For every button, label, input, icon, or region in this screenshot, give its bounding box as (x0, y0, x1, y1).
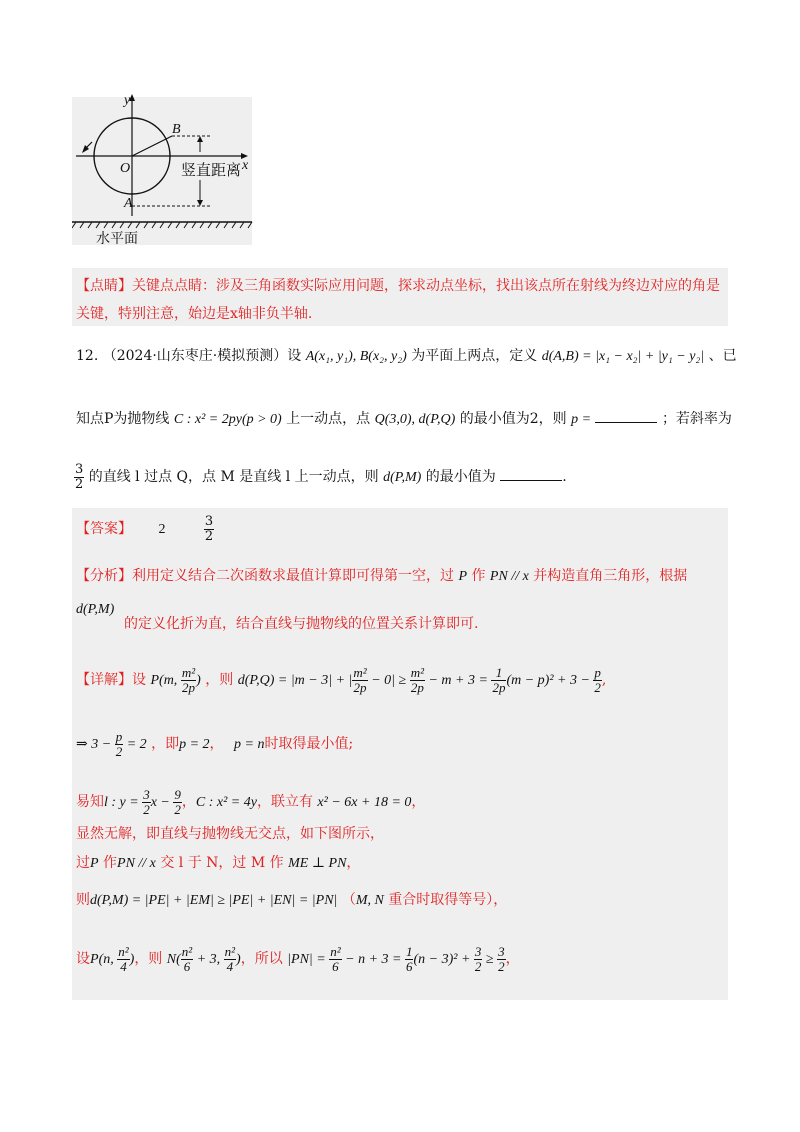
problem-line-2 (76, 408, 732, 430)
detail-line-7: 设P(n, $\frac{\text{n²}}{4}$ )，则 N( $\frac{\text{n²}}{6}$ + 3, $\frac{\text{n²}}{4}$ )，所以 |PN| = $\frac{\text{n²}}{6}$ − n + 3 = $\frac{1}{6}$ (n − 3)² + $\frac{3}{2}$ ≥ $\frac{3}{2}$ ， (76, 944, 520, 975)
label-a: A (124, 196, 133, 211)
note-text-1: 关键点点睛：涉及三角函数实际应用问题，探求动点坐标，找出该点所在射线为终边对应的角是 (132, 278, 720, 294)
problem-line-3 (74, 462, 567, 493)
note-line-1 (76, 276, 720, 296)
distance-definition: d(A,B) = |x₁ − x₂| + |y₁ − y₂| (541, 349, 705, 364)
problem-text-moving: 上一动点，点 (286, 411, 371, 427)
detail-p-coords: P(n, $\frac{\text{n²}}{4}$ ) (90, 944, 135, 975)
points-ab: A(x₁, y₁), B(x₂, y₂) (305, 349, 407, 364)
detail-ji: ，即 (151, 736, 180, 752)
note-line-2: 关键，特别注意，始边是x轴非负半轴. (76, 306, 313, 322)
problem-period: . (562, 469, 567, 485)
answer-1: 2 (158, 522, 166, 537)
detail-line-2: ⇒ 3 − $\frac{p}{2}$ = 2 ，即p = 2， p = n时取得最小值; (76, 729, 354, 760)
label-x: x (242, 158, 249, 173)
analysis-d-pm: d(P,M) (76, 602, 115, 617)
analysis-zuo: 作 (471, 568, 486, 584)
parabola-equation: C : x² = 2py(p > 0) (173, 412, 282, 427)
analysis-text-2: 并构造直角三角形，根据 (533, 568, 688, 584)
detail-pn-length: |PN| = $\frac{\text{n²}}{6}$ − n + 3 = $\frac{1}{6}$ (n − 3)² + $\frac{3}{2}$ ≥ $\frac{3}{2}$ (287, 944, 505, 975)
detail-set: 设 (132, 672, 146, 688)
detail-ze: ，则 (205, 672, 234, 688)
detail-quadratic: x² − 6x + 18 = 0 (317, 795, 412, 810)
answer-line (76, 514, 214, 545)
detail-when: 时取得最小值; (264, 736, 354, 752)
p-equals: p = (571, 412, 592, 427)
problem-text-know: 知点P为抛物线 (76, 411, 170, 427)
label-ground: 水平面 (96, 231, 138, 247)
detail-line-3: 易知l : y = $\frac{3}{2}$ x − $\frac{9}{2}$ ，C : x² = 4y，联立有 x² − 6x + 18 = 0， (76, 787, 426, 818)
problem-text-set: 设 (287, 348, 302, 364)
detail-equation-1: d(P,Q) = |m − 3| + | $\frac{\text{m²}}{2p}$ − 0| ≥ $\frac{\text{m²}}{2p}$ − m + 3 = $\frac{1}{2p}$ (m − p)² + 3 − $\frac{p}{2}$ (237, 665, 601, 696)
point-q: Q(3,0), d(P,Q) (374, 412, 456, 427)
problem-text-two-points: 为平面上两点，定义 (411, 348, 538, 364)
analysis-text-1: 利用定义结合二次函数求最值计算即可得第一空，过 (132, 568, 454, 584)
problem-text-line: 的直线 l 过点 Q，点 M 是直线 l 上一动点，则 (88, 469, 379, 485)
problem-number: 12. (76, 348, 99, 364)
problem-source: （2024·山东枣庄·模拟预测） (102, 348, 288, 364)
answer-tag: 【答案】 (76, 521, 132, 537)
detail-line-5: 过P 作PN // x 交 l 于 N，过 M 作 ME ⊥ PN， (76, 855, 361, 871)
problem-text-slope: ；若斜率为 (661, 411, 732, 427)
detail-n-coords: N( $\frac{\text{n²}}{6}$ + 3, $\frac{\text{n²}}{4}$ ) (166, 944, 241, 975)
label-y: y (124, 93, 131, 108)
detail-p-value: p = 2 (179, 737, 210, 752)
note-tag: 【点睛】 (76, 278, 132, 294)
analysis-pn-parallel: PN // x (489, 569, 529, 584)
detail-p-eq-n: p = n (234, 737, 265, 752)
analysis-p: P (458, 569, 468, 584)
answer-2-fraction: $\frac{3}{2}$ (204, 513, 214, 544)
detail-p-point: P (150, 673, 160, 688)
detail-easy: 易知 (76, 794, 104, 810)
d-pm: d(P,M) (383, 470, 422, 485)
detail-line-l: l : y = $\frac{3}{2}$ x − $\frac{9}{2}$ (104, 787, 181, 818)
detail-lian: ，联立有 (256, 794, 313, 810)
detail-tag: 【详解】 (76, 672, 132, 688)
detail-line-6: 则d(P,M) = |PE| + |EM| ≥ |PE| + |EN| = |PN| （M, N 重合时取得等号）， (76, 892, 508, 908)
problem-text-min: 的最小值为2，则 (459, 411, 567, 427)
answer-blank-2[interactable] (500, 466, 562, 481)
analysis-line-1 (76, 566, 687, 587)
problem-line-1 (76, 346, 737, 367)
problem-text-comma: 、已 (708, 348, 737, 364)
analysis-line-3: 的定义化折为直，结合直线与抛物线的位置关系计算即可. (124, 616, 479, 632)
detail-c-equation: C : x² = 4y (195, 795, 257, 810)
problem-text-min2: 的最小值为 (425, 469, 496, 485)
label-o: O (120, 161, 131, 176)
label-vertical-distance: 竖直距离 (181, 161, 242, 179)
detail-line-1: 【详解】设 P(m, $\frac{\text{m²}}{2p}$ ) ，则 d(P,Q) = |m − 3| + | $\frac{\text{m²}}{2p}$ − 0| ≥ $\frac{\text{m²}}{2p}$ − m + 3 = $\frac{1}{2p}$ (m − p)² + 3 − $\frac{p}{2}$ , (76, 665, 607, 696)
label-b: B (172, 122, 181, 137)
answer-blank-1[interactable] (595, 408, 657, 423)
analysis-tag: 【分析】 (76, 568, 132, 584)
detail-line-4: 显然无解，即直线与抛物线无交点，如下图所示， (76, 826, 384, 842)
slope-fraction: $\frac{3}{2}$ (75, 461, 84, 492)
detail-implies: ⇒ 3 − $\frac{p}{2}$ = 2 (76, 729, 147, 760)
detail-inequality: d(P,M) = |PE| + |EM| ≥ |PE| + |EN| = |PN| (90, 893, 338, 908)
